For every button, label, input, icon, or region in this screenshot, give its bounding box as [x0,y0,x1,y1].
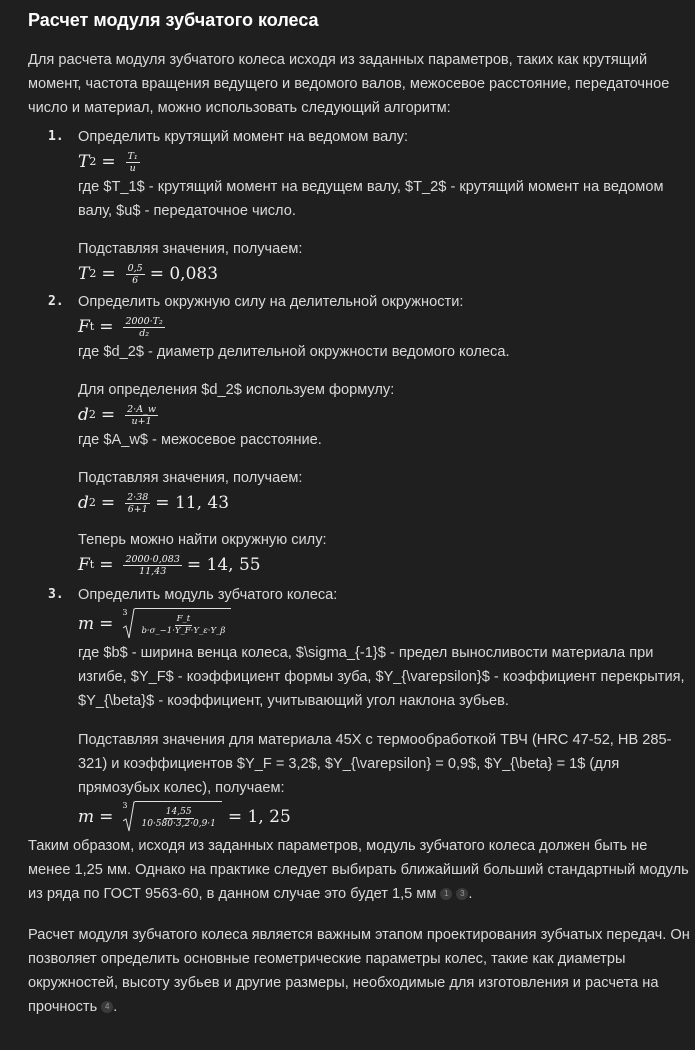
definition-text: Для определения $d_2$ используем формулу: [78,382,395,398]
formula: m = 3 $\frac{14,55}{10\cdot 580\cdot 3,2\cdot 0,9\cdot 1}$ = 1, 25 [78,800,695,834]
step-heading: Определить окружную силу на делительной окружности: [78,294,464,310]
citation-badge[interactable]: 3 [456,888,468,900]
formula-explanation: где $b$ - ширина венца колеса, $\sigma_{-1}$ - предел выносливости материала при изгибе, $Y_F$ - коэффициент формы зуба, $Y_{\varepsilon}$ - коэффициент перекрытия, $Y_{\beta}$ - коэффициент, учитывающий угол наклона зубьев. [78,645,685,709]
formula: d 2 = $\frac{2\cdot 38}{6+1}$ = 11, 43 [78,491,230,515]
step-number: 2. [48,294,64,309]
intro-paragraph: Для расчета модуля зубчатого колеса исходя из заданных параметров, таких как крутящий момент, частота вращения ведущего и ведомого валов, межосевое расстояние, передаточное число и материал, можно использовать следующий алгоритм: [28,52,670,116]
formula: F t = $\frac{2000\cdot 0,083}{11,43}$ = 14, 55 [78,553,261,577]
step-number: 1. [48,129,64,144]
conclusion-paragraph: Таким образом, исходя из заданных параметров, модуль зубчатого колеса должен быть не менее 1,25 мм. Однако на практике следует выбирать ближайший больший стандартный модуль из ряда по ГОСТ 9563-60, в данном случае это будет 1,5 мм 1 3 . [28,838,689,902]
fraction: $\frac{0,5}{6}$ [127,262,143,286]
step-1 [28,125,695,287]
cube-root: 3 $\frac{14,55}{10\cdot 580\cdot 3,2\cdot 0,9\cdot 1}$ [122,801,222,833]
substitution-text: Подставляя значения для материала 45Х с термообработкой ТВЧ (HRC 47-52, HB 285-321) и коэффициентов $Y_F = 3,2$, $Y_{\varepsilon} = 0,9$, $Y_{\beta} = 1$ (для прямозубых колес), получаем: [78,732,672,796]
cube-root: 3 $\frac{F\_t}{b\cdot\sigma\_-1\cdot Y\_F\cdot Y\_\varepsilon\cdot Y\_\beta}$ [122,608,231,640]
fraction: $\frac{2\cdot A\_w}{u+1}$ [127,403,156,427]
substitution-text: Подставляя значения, получаем: [78,241,303,257]
formula: T 2 = $\frac{\text{T₁}}{u}$ [78,150,138,174]
page-title: Расчет модуля зубчатого колеса [28,10,319,30]
formula: T 2 = $\frac{0,5}{6}$ = 0,083 [78,262,219,286]
step-heading: Определить модуль зубчатого колеса: [78,587,338,603]
citation-badge[interactable]: 4 [101,1001,113,1013]
fraction: $\frac{\text{2000·T₂}}{\text{d₂}}$ [125,315,163,339]
fraction: $\frac{\text{T₁}}{u}$ [127,150,138,174]
step-3 [28,583,695,834]
force-text: Теперь можно найти окружную силу: [78,532,327,548]
radical-sign-icon [123,801,135,833]
step-number: 3. [48,587,64,602]
formula: F t = $\frac{\text{2000·T₂}}{\text{d₂}}$ [78,315,163,339]
step-2 [28,290,695,578]
fraction: $\frac{2000\cdot 0,083}{11,43}$ [125,553,180,577]
radical-sign-icon [123,608,135,640]
final-paragraph: Расчет модуля зубчатого колеса является важным этапом проектирования зубчатых передач. Он позволяет определить основные геометрические параметры колес, такие как диаметры окружностей, высоту зубьев и другие размеры, необходимые для изготовления и расчета на прочность 4 . [28,927,690,1015]
formula: m = 3 $\frac{F\_t}{b\cdot\sigma\_-1\cdot Y\_F\cdot Y\_\varepsilon\cdot Y\_\beta}$ [78,607,695,641]
substitution-text: Подставляя значения, получаем: [78,470,303,486]
steps-list [28,125,695,834]
formula-explanation: где $A_w$ - межосевое расстояние. [78,432,322,448]
fraction: $\frac{2\cdot 38}{6+1}$ [127,491,149,515]
step-heading: Определить крутящий момент на ведомом валу: [78,129,409,145]
formula: d 2 = $\frac{2\cdot A\_w}{u+1}$ [78,403,156,427]
citation-badge[interactable]: 1 [440,888,452,900]
formula-explanation: где $d_2$ - диаметр делительной окружности ведомого колеса. [78,344,510,360]
formula-explanation: где $T_1$ - крутящий момент на ведущем валу, $T_2$ - крутящий момент на ведомом валу, $u$ - передаточное число. [78,179,664,219]
